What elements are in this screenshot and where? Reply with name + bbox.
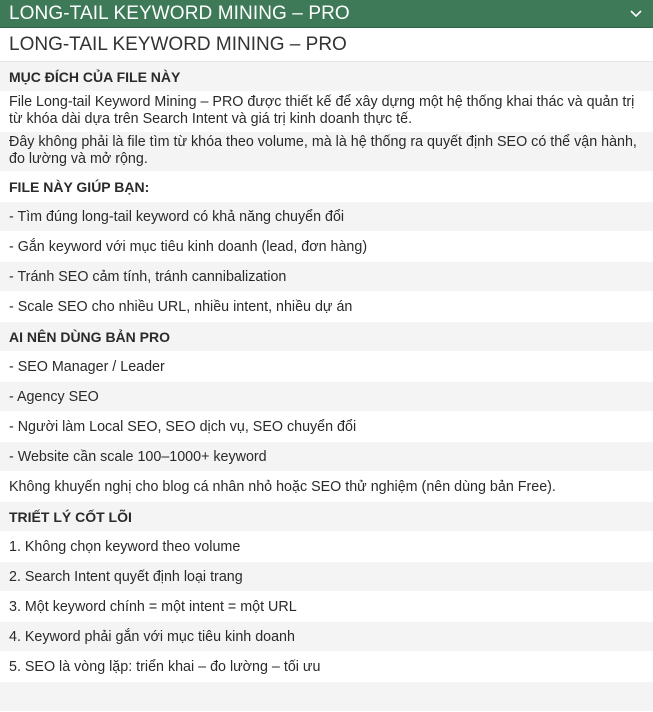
list-item [0, 622, 653, 652]
note-row [0, 472, 653, 502]
row-text: MỤC ĐÍCH CỦA FILE NÀY [9, 68, 181, 85]
row-text: TRIẾT LÝ CỐT LÕI [9, 508, 132, 525]
row-text: 1. Không chọn keyword theo volume [9, 538, 241, 555]
list-item [0, 442, 653, 472]
section-heading-audience [0, 322, 653, 352]
sheet-title: LONG-TAIL KEYWORD MINING – PRO [0, 28, 653, 62]
row-text: - Gắn keyword với mục tiêu kinh doanh (lead, đơn hàng) [9, 238, 368, 255]
row-text: - Người làm Local SEO, SEO dịch vụ, SEO chuyển đổi [9, 418, 357, 435]
row-text: 2. Search Intent quyết định loại trang [9, 568, 243, 585]
row-text: - Agency SEO [9, 388, 99, 405]
row-text: 5. SEO là vòng lặp: triển khai – đo lường – tối ưu [9, 658, 321, 675]
row-text: 4. Keyword phải gắn với mục tiêu kinh doanh [9, 628, 295, 645]
row-text: - SEO Manager / Leader [9, 358, 165, 375]
list-item [0, 202, 653, 232]
header-title: LONG-TAIL KEYWORD MINING – PRO [9, 2, 350, 24]
list-item [0, 652, 653, 682]
row-text: File Long-tail Keyword Mining – PRO được thiết kế để xây dựng một hệ thống khai thác và quản trị từ khóa dài dựa trên Search Intent và giá trị kinh doanh thực tế. [9, 94, 635, 127]
list-item [0, 262, 653, 292]
content-rows [0, 62, 653, 712]
row-text: FILE NÀY GIÚP BẠN: [9, 178, 150, 195]
list-item [0, 382, 653, 412]
row-text: 3. Một keyword chính = một intent = một URL [9, 598, 297, 615]
section-heading-philosophy [0, 502, 653, 532]
row-text: - Scale SEO cho nhiều URL, nhiều intent, nhiều dự án [9, 298, 353, 315]
list-item [0, 352, 653, 382]
list-item [0, 592, 653, 622]
row-text: - Tránh SEO cảm tính, tránh cannibalization [9, 268, 287, 285]
list-item [0, 232, 653, 262]
chevron-down-icon[interactable] [628, 6, 644, 22]
list-item [0, 412, 653, 442]
row-text: Không khuyến nghị cho blog cá nhân nhỏ hoặc SEO thử nghiệm (nên dùng bản Free). [9, 478, 556, 495]
section-heading-purpose [0, 62, 653, 92]
list-item [0, 292, 653, 322]
list-item [0, 532, 653, 562]
row-text: - Website cần scale 100–1000+ keyword [9, 448, 267, 465]
section-heading-benefits [0, 172, 653, 202]
row-text: - Tìm đúng long-tail keyword có khả năng chuyển đổi [9, 208, 345, 225]
description-row [0, 132, 653, 172]
list-item [0, 562, 653, 592]
empty-row [0, 682, 653, 712]
sheet-header-bar [0, 0, 653, 28]
row-text: Đây không phải là file tìm từ khóa theo volume, mà là hệ thống ra quyết định SEO có thể vận hành, đo lường và mở rộng. [9, 134, 637, 167]
description-row [0, 92, 653, 132]
row-text: AI NÊN DÙNG BẢN PRO [9, 328, 171, 345]
